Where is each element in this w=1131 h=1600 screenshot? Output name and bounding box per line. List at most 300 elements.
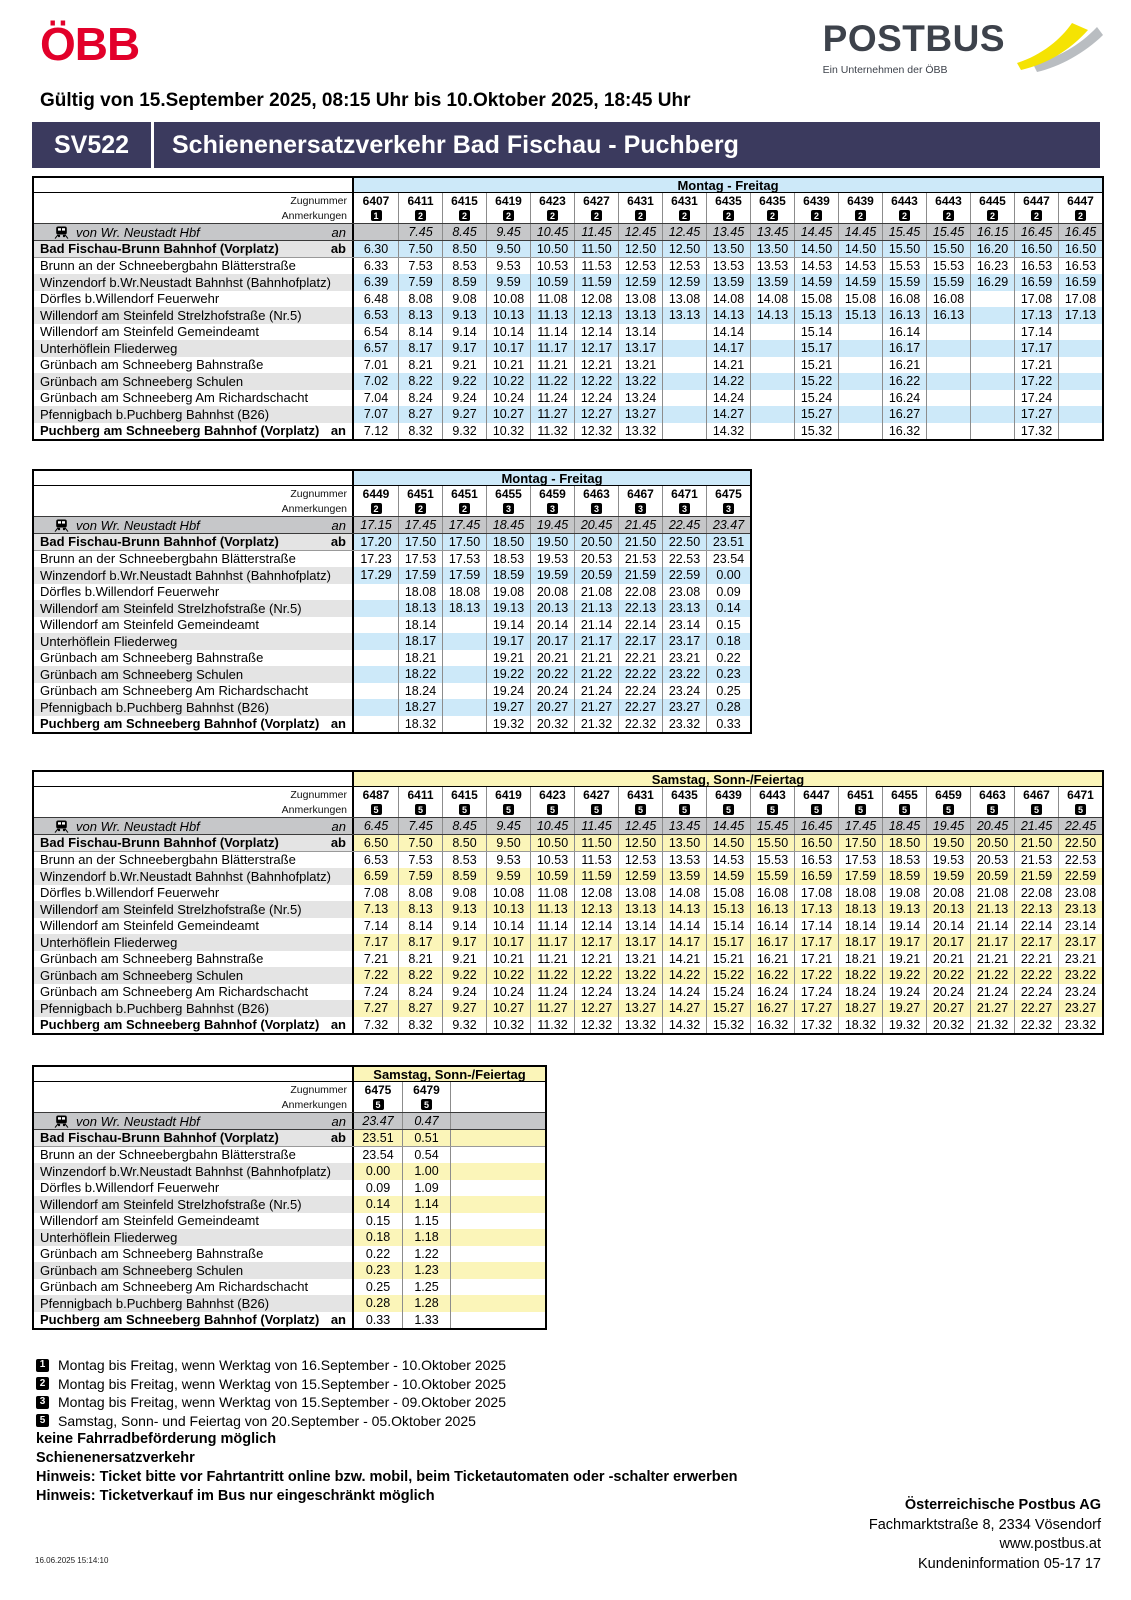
footnote-badge: 5	[987, 804, 998, 815]
time-cell: 20.14	[926, 918, 970, 935]
remark-cell	[442, 208, 486, 223]
footnote-badge: 5	[899, 804, 910, 815]
time-cell: 15.13	[794, 307, 838, 324]
station-row	[34, 901, 1102, 918]
station-row	[34, 1147, 545, 1164]
time-cell	[838, 373, 882, 390]
time-cell: 0.33	[354, 1312, 402, 1329]
time-cell: 22.53	[662, 551, 706, 568]
anmerkungen-label: Anmerkungen	[34, 208, 354, 223]
time-cell: 17.23	[354, 551, 398, 568]
time-cell: 13.14	[618, 918, 662, 935]
train-number: 6411	[398, 787, 442, 802]
time-cell: 19.14	[486, 617, 530, 634]
remark-cell	[402, 1097, 450, 1112]
time-cell: 14.21	[706, 357, 750, 374]
time-cell: 17.17	[1014, 340, 1058, 357]
feeder-name: von Wr. Neustadt Hbf	[76, 818, 200, 834]
time-cell: 9.24	[442, 390, 486, 407]
time-cell: 17.24	[1014, 390, 1058, 407]
time-cell	[354, 699, 398, 716]
time-cell: 19.22	[882, 967, 926, 984]
time-cell: 12.53	[662, 258, 706, 275]
time-cell: 19.21	[486, 650, 530, 667]
feeder-time-cell: 15.45	[926, 224, 970, 240]
time-cell: 13.24	[618, 390, 662, 407]
station-label-cell	[34, 1229, 354, 1246]
time-cell: 12.17	[574, 934, 618, 951]
station-row	[34, 551, 750, 568]
feeder-label	[34, 517, 354, 533]
anmerkungen-label: Anmerkungen	[34, 1097, 354, 1112]
time-cell: 9.27	[442, 1000, 486, 1017]
time-cell: 10.27	[486, 406, 530, 423]
station-row	[34, 1246, 545, 1263]
time-cell: 23.22	[662, 666, 706, 683]
time-cell: 17.20	[354, 534, 398, 550]
time-cell: 11.59	[574, 274, 618, 291]
time-cell: 17.13	[1014, 307, 1058, 324]
time-cell: 16.08	[882, 291, 926, 308]
station-row	[34, 373, 1102, 390]
station-name: Winzendorf b.Wr.Neustadt Bahnhst (Bahnhofplatz)	[40, 868, 331, 884]
time-cell: 16.53	[794, 852, 838, 869]
feeder-marker: an	[331, 818, 346, 834]
time-cell: 19.24	[882, 984, 926, 1001]
time-cell: 13.08	[662, 291, 706, 308]
footnote-badge: 5	[371, 804, 382, 815]
station-row	[34, 1180, 545, 1197]
time-cell: 9.14	[442, 324, 486, 341]
departure-arrival-marker: ab	[330, 241, 346, 257]
time-cell: 17.53	[398, 551, 442, 568]
time-cell: 7.32	[354, 1017, 398, 1034]
time-cell: 6.53	[354, 307, 398, 324]
time-cell: 20.59	[574, 567, 618, 584]
time-cell: 7.17	[354, 934, 398, 951]
time-cell: 11.08	[530, 885, 574, 902]
time-cell: 9.14	[442, 918, 486, 935]
footnote-badge: 5	[415, 804, 426, 815]
remark-cell	[794, 802, 838, 817]
time-cell: 9.27	[442, 406, 486, 423]
time-cell: 16.24	[750, 984, 794, 1001]
time-cell: 11.22	[530, 967, 574, 984]
time-cell: 10.32	[486, 423, 530, 440]
time-cell: 15.21	[706, 951, 750, 968]
time-cell: 23.51	[354, 1130, 402, 1146]
time-cell: 10.08	[486, 291, 530, 308]
remark-cell	[574, 802, 618, 817]
train-number: 6419	[486, 787, 530, 802]
time-cell: 18.22	[838, 967, 882, 984]
train-number: 6411	[398, 193, 442, 208]
time-cell: 22.08	[618, 584, 662, 601]
time-cell	[354, 666, 398, 683]
train-number: 6439	[794, 193, 838, 208]
time-cell	[926, 406, 970, 423]
time-cell: 15.21	[794, 357, 838, 374]
train-number: 6479	[402, 1082, 450, 1097]
train-number: 6407	[362, 193, 390, 208]
station-row	[34, 258, 1102, 275]
time-cell: 23.17	[662, 633, 706, 650]
station-name: Puchberg am Schneeberg Bahnhof (Vorplatz)	[40, 1017, 320, 1033]
footnote-badge: 3	[723, 503, 734, 514]
time-cell: 9.53	[486, 258, 530, 275]
station-name: Grünbach am Schneeberg Schulen	[40, 967, 244, 983]
time-cell: 17.13	[1058, 307, 1102, 324]
remark-cell	[354, 1097, 402, 1112]
train-number: 6471	[662, 486, 706, 501]
time-cell: 12.27	[574, 406, 618, 423]
time-cell: 15.22	[794, 373, 838, 390]
timetables	[0, 176, 1131, 1330]
time-cell	[662, 406, 706, 423]
footnote-item	[36, 1375, 1131, 1394]
station-name: Brunn an der Schneebergbahn Blätterstraße	[40, 852, 296, 868]
footnote-item	[36, 1412, 1131, 1431]
time-cell: 17.50	[838, 835, 882, 851]
time-cell: 9.17	[442, 340, 486, 357]
time-cell: 20.17	[926, 934, 970, 951]
feeder-time-cell: 23.47	[362, 1114, 394, 1128]
station-label-cell	[34, 868, 354, 885]
time-cell: 19.21	[882, 951, 926, 968]
footnote-badge: 5	[503, 804, 514, 815]
footnote-badge: 2	[987, 210, 998, 221]
time-cell: 18.50	[486, 534, 530, 550]
time-cell: 10.32	[486, 1017, 530, 1034]
time-cell: 13.21	[618, 357, 662, 374]
station-name: Grünbach am Schneeberg Bahnstraße	[40, 357, 264, 373]
time-cell: 18.08	[398, 584, 442, 601]
time-cell: 17.08	[794, 885, 838, 902]
time-cell: 0.54	[402, 1147, 450, 1164]
time-cell	[926, 423, 970, 440]
time-cell: 13.27	[618, 1000, 662, 1017]
time-cell: 8.59	[442, 868, 486, 885]
station-row	[34, 324, 1102, 341]
time-cell: 13.13	[618, 901, 662, 918]
time-cell: 20.14	[530, 617, 574, 634]
departure-arrival-marker: an	[330, 1017, 346, 1033]
station-label-cell	[34, 373, 354, 390]
time-cell: 19.24	[486, 683, 530, 700]
time-cell: 8.17	[398, 934, 442, 951]
station-name: Unterhöflein Fliederweg	[40, 1229, 178, 1245]
feeder-time-cell: 9.45	[486, 818, 530, 834]
time-cell: 21.14	[970, 918, 1014, 935]
station-row	[34, 1295, 545, 1312]
time-cell: 18.59	[486, 567, 530, 584]
remark-cell	[706, 208, 750, 223]
band-spacer	[34, 772, 354, 786]
time-cell	[838, 423, 882, 440]
train-number-row	[34, 486, 750, 501]
feeder-time-cell: 13.45	[662, 818, 706, 834]
time-cell: 19.27	[882, 1000, 926, 1017]
time-cell: 11.32	[530, 1017, 574, 1034]
empty-column-cell	[450, 1130, 545, 1146]
empty-column-cell	[450, 1180, 545, 1197]
time-cell: 15.14	[794, 324, 838, 341]
feeder-time-cell: 11.45	[574, 818, 618, 834]
feeder-time-cell: 15.45	[882, 224, 926, 240]
day-header: Montag - Freitag	[354, 471, 750, 485]
departure-arrival-marker: an	[330, 1312, 346, 1328]
service-note-line: Schienenersatzverkehr	[36, 1450, 195, 1466]
time-cell: 20.50	[574, 534, 618, 550]
time-cell: 13.27	[618, 406, 662, 423]
time-cell: 22.14	[1014, 918, 1058, 935]
time-cell: 17.14	[794, 918, 838, 935]
time-cell: 22.27	[1014, 1000, 1058, 1017]
time-cell: 12.53	[618, 258, 662, 275]
time-cell: 21.27	[970, 1000, 1014, 1017]
time-cell: 14.08	[706, 291, 750, 308]
time-cell: 8.53	[442, 258, 486, 275]
time-cell: 1.23	[402, 1262, 450, 1279]
time-cell: 7.07	[354, 406, 398, 423]
time-cell: 21.08	[574, 584, 618, 601]
time-cell: 8.21	[398, 357, 442, 374]
time-cell: 20.21	[926, 951, 970, 968]
time-cell: 21.21	[970, 951, 1014, 968]
time-cell	[442, 633, 486, 650]
remark-cell	[398, 802, 442, 817]
time-cell: 13.24	[618, 984, 662, 1001]
time-cell	[442, 716, 486, 733]
station-label-cell	[34, 901, 354, 918]
time-cell: 13.53	[706, 258, 750, 275]
time-cell: 17.59	[398, 567, 442, 584]
station-name: Pfennigbach b.Puchberg Bahnhst (B26)	[40, 1000, 270, 1016]
station-row	[34, 835, 1102, 852]
time-cell: 16.27	[750, 1000, 794, 1017]
footnote-badge: 2	[36, 1377, 49, 1390]
footnote-badge: 5	[459, 804, 470, 815]
route-titlebar	[32, 122, 1100, 168]
time-cell: 21.53	[1014, 852, 1058, 869]
train-number: 6443	[750, 787, 794, 802]
time-cell: 23.08	[662, 584, 706, 601]
time-cell: 22.13	[618, 600, 662, 617]
station-label-cell	[34, 1163, 354, 1180]
time-cell: 21.32	[970, 1017, 1014, 1034]
train-number: 6467	[1014, 787, 1058, 802]
time-cell: 7.59	[398, 868, 442, 885]
station-row	[34, 1000, 1102, 1017]
feeder-time-cell: 21.45	[1014, 818, 1058, 834]
station-row	[34, 918, 1102, 935]
time-cell: 11.59	[574, 868, 618, 885]
time-cell: 11.24	[530, 984, 574, 1001]
time-cell: 17.32	[1014, 423, 1058, 440]
train-number: 6447	[1014, 193, 1058, 208]
time-cell: 16.13	[882, 307, 926, 324]
remark-cell	[1058, 208, 1102, 223]
time-cell: 15.13	[706, 901, 750, 918]
time-cell: 13.59	[706, 274, 750, 291]
remark-cell	[442, 501, 486, 516]
time-cell: 21.50	[618, 534, 662, 550]
time-cell: 16.32	[882, 423, 926, 440]
time-cell: 18.14	[398, 617, 442, 634]
time-cell: 8.14	[398, 324, 442, 341]
footnote-text: Montag bis Freitag, wenn Werktag von 15.September - 10.Oktober 2025	[58, 1375, 506, 1392]
station-name: Bad Fischau-Brunn Bahnhof (Vorplatz)	[40, 241, 279, 257]
footnote-badge: 3	[679, 503, 690, 514]
time-cell: 12.59	[618, 868, 662, 885]
header	[0, 0, 1131, 86]
time-cell: 14.53	[706, 852, 750, 869]
time-cell: 20.08	[926, 885, 970, 902]
time-cell: 18.22	[398, 666, 442, 683]
time-cell: 7.27	[354, 1000, 398, 1017]
train-number: 6455	[882, 787, 926, 802]
time-cell: 11.13	[530, 901, 574, 918]
train-number: 6415	[442, 787, 486, 802]
time-cell: 21.17	[970, 934, 1014, 951]
time-cell: 19.32	[882, 1017, 926, 1034]
station-label-cell	[34, 1180, 354, 1197]
time-cell: 11.17	[530, 340, 574, 357]
time-cell: 13.59	[662, 868, 706, 885]
time-cell: 18.24	[838, 984, 882, 1001]
time-cell: 12.08	[574, 885, 618, 902]
feeder-time-cell: 10.45	[530, 224, 574, 240]
time-cell: 9.50	[486, 241, 530, 257]
time-cell: 16.59	[1014, 274, 1058, 291]
time-cell: 15.59	[750, 868, 794, 885]
train-number: 6443	[882, 193, 926, 208]
time-cell: 14.17	[706, 340, 750, 357]
feeder-time-cell	[354, 224, 398, 240]
time-cell: 9.08	[442, 291, 486, 308]
feeder-time-cell: 12.45	[618, 818, 662, 834]
time-cell: 0.00	[706, 567, 750, 584]
remark-cell	[442, 802, 486, 817]
time-cell: 17.29	[354, 567, 398, 584]
time-cell: 18.13	[442, 600, 486, 617]
time-cell: 16.29	[970, 274, 1014, 291]
time-cell: 12.14	[574, 324, 618, 341]
timetable-sa-so-1	[32, 770, 1104, 1035]
time-cell	[838, 390, 882, 407]
station-name: Unterhöflein Fliederweg	[40, 934, 178, 950]
station-label-cell	[34, 1147, 354, 1164]
remark-cell	[750, 802, 794, 817]
time-cell: 19.59	[530, 567, 574, 584]
station-name: Dörfles b.Willendorf Feuerwehr	[40, 1180, 220, 1196]
footnote-text: Samstag, Sonn- und Feiertag von 20.September - 05.Oktober 2025	[58, 1412, 476, 1429]
time-cell: 23.27	[1058, 1000, 1102, 1017]
day-band-row	[34, 178, 1102, 193]
remark-cell	[706, 501, 750, 516]
time-cell: 22.22	[618, 666, 662, 683]
time-cell: 6.59	[354, 868, 398, 885]
time-cell: 0.33	[706, 716, 750, 733]
remark-cell	[618, 802, 662, 817]
station-name: Pfennigbach b.Puchberg Bahnhst (B26)	[40, 699, 270, 715]
footnote-badge: 3	[591, 503, 602, 514]
train-number: 6435	[706, 193, 750, 208]
station-name: Willendorf am Steinfeld Strelzhofstraße (Nr.5)	[40, 307, 302, 323]
time-cell: 10.13	[486, 901, 530, 918]
footnote-badge: 5	[1075, 804, 1086, 815]
time-cell: 10.17	[486, 934, 530, 951]
station-name: Brunn an der Schneebergbahn Blätterstraße	[40, 1147, 296, 1163]
train-number: 6475	[706, 486, 750, 501]
feeder-time-cell: 21.45	[618, 517, 662, 533]
time-cell: 7.59	[398, 274, 442, 291]
time-cell: 9.59	[486, 868, 530, 885]
time-cell: 7.50	[398, 241, 442, 257]
station-name: Grünbach am Schneeberg Am Richardschacht	[40, 984, 309, 1000]
train-number: 6423	[530, 787, 574, 802]
time-cell: 14.27	[706, 406, 750, 423]
time-cell: 10.27	[486, 1000, 530, 1017]
time-cell: 15.08	[794, 291, 838, 308]
feeder-time-cell: 17.45	[442, 517, 486, 533]
feeder-time-cell: 11.45	[574, 224, 618, 240]
time-cell	[662, 357, 706, 374]
time-cell: 8.32	[398, 1017, 442, 1034]
time-cell: 12.50	[618, 241, 662, 257]
station-label-cell	[34, 683, 354, 700]
time-cell: 19.53	[530, 551, 574, 568]
feeder-marker: an	[331, 517, 346, 533]
feeder-time-cell: 7.45	[398, 818, 442, 834]
time-cell: 22.50	[1058, 835, 1102, 851]
time-cell: 15.17	[706, 934, 750, 951]
time-cell: 14.13	[706, 307, 750, 324]
time-cell: 16.13	[926, 307, 970, 324]
time-cell: 14.27	[662, 1000, 706, 1017]
feeder-marker: an	[331, 224, 346, 240]
train-number: 6439	[838, 193, 882, 208]
time-cell: 0.25	[706, 683, 750, 700]
feeder-time-cell: 12.45	[662, 224, 706, 240]
station-row	[34, 1312, 545, 1329]
station-label-cell	[34, 1196, 354, 1213]
footnote-item	[36, 1356, 1131, 1375]
station-row	[34, 534, 750, 551]
time-cell: 22.59	[662, 567, 706, 584]
time-cell: 13.08	[618, 885, 662, 902]
time-cell: 16.22	[750, 967, 794, 984]
time-cell: 21.21	[574, 650, 618, 667]
time-cell: 8.50	[442, 835, 486, 851]
footnote-item	[36, 1393, 1131, 1412]
time-cell: 9.24	[442, 984, 486, 1001]
feeder-time-cell: 20.45	[970, 818, 1014, 834]
time-cell: 16.53	[1058, 258, 1102, 275]
time-cell: 14.13	[750, 307, 794, 324]
time-cell: 15.27	[706, 1000, 750, 1017]
station-row	[34, 1130, 545, 1147]
time-cell: 9.13	[442, 901, 486, 918]
train-number: 6467	[618, 486, 662, 501]
time-cell: 22.17	[618, 633, 662, 650]
time-cell: 8.13	[398, 901, 442, 918]
station-row	[34, 241, 1102, 258]
empty-column-cell	[450, 1097, 545, 1112]
time-cell: 23.08	[1058, 885, 1102, 902]
station-row	[34, 600, 750, 617]
time-cell: 15.13	[838, 307, 882, 324]
